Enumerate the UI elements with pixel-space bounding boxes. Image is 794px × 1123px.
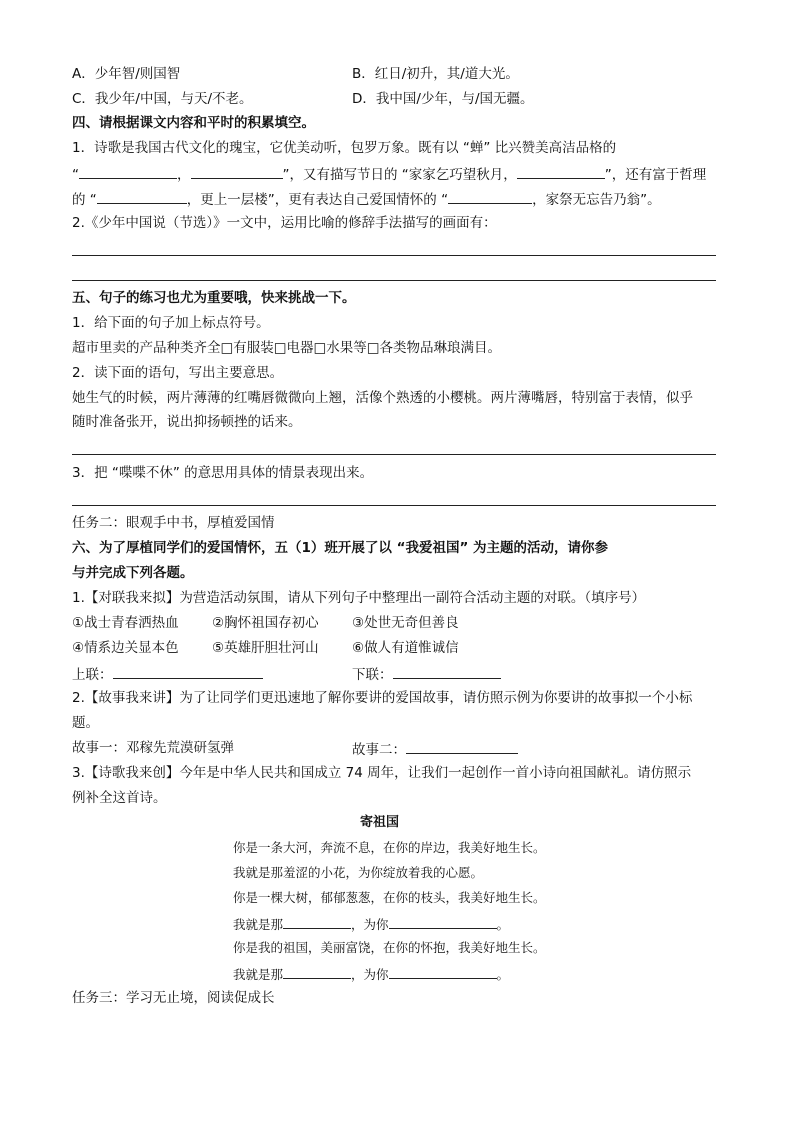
poem-line-5: 你是我的祖国，美丽富饶，在你的怀抱，我美好地生长。 xyxy=(233,940,546,955)
poem-line-4-a: 我就是那 xyxy=(233,917,284,932)
s5-q2: 2．读下面的语句，写出主要意思。 xyxy=(72,365,284,381)
s5-q2-text1: 她生气的时候，两片薄薄的红嘴唇微微向上翘，活像个熟透的小樱桃。两片薄嘴唇，特别富于表情，似乎 xyxy=(72,390,693,406)
answer-line[interactable] xyxy=(72,255,716,256)
answer-line[interactable] xyxy=(72,454,716,455)
blank-poem-1[interactable] xyxy=(79,164,177,179)
s4-q1-line3 xyxy=(72,189,661,209)
couplet-option-4: ④情系边关显本色 xyxy=(72,640,179,656)
poem-blank-3[interactable] xyxy=(283,964,351,979)
poem-blank-2[interactable] xyxy=(389,914,497,929)
s4-q1-p6: ，更上一层楼”，更有表达自己爱国情怀的 “ xyxy=(186,192,449,208)
section5-title: 五、句子的练习也尤为重要哦，快来挑战一下。 xyxy=(72,290,356,306)
s4-q2: 2.《少年中国说（节选）》一文中，运用比喻的修辞手法描写的画面有： xyxy=(72,215,497,231)
s6-q2-line2: 题。 xyxy=(72,715,99,731)
poem-blank-1[interactable] xyxy=(283,914,351,929)
story2-blank[interactable] xyxy=(406,739,518,754)
blank-poem-3[interactable] xyxy=(517,164,605,179)
s5-q1: 1．给下面的句子加上标点符号。 xyxy=(72,315,270,331)
s4-q1-p2: ， xyxy=(177,167,191,183)
s4-q1-p7: ，家祭无忘告乃翁”。 xyxy=(532,192,661,208)
s4-q1-p4: ”，还有富于哲理 xyxy=(604,167,707,183)
s5-q1-sentence: 超市里卖的产品种类齐全□有服装□电器□水果等□各类物品琳琅满目。 xyxy=(72,340,502,356)
poem-line-3: 你是一棵大树，郁郁葱葱，在你的枝头，我美好地生长。 xyxy=(233,890,546,905)
s5-q3: 3．把 “喋喋不休” 的意思用具体的情景表现出来。 xyxy=(72,465,374,481)
upper-couplet-row xyxy=(72,664,263,684)
section6-title-line2: 与并完成下列各题。 xyxy=(72,565,194,581)
upper-couplet-blank[interactable] xyxy=(113,664,263,679)
couplet-option-5: ⑤英雄肝胆壮河山 xyxy=(212,640,319,656)
poem-line-6-a: 我就是那 xyxy=(233,967,284,982)
option-c: C．我少年/中国，与天/不老。 xyxy=(72,91,253,107)
s6-q2-line1: 2.【故事我来讲】为了让同学们更迅速地了解你要讲的爱国故事，请仿照示例为你要讲的故事拟一个小标 xyxy=(72,690,693,706)
s6-q3-line1: 3.【诗歌我来创】今年是中华人民共和国成立 74 周年，让我们一起创作一首小诗向祖国献礼。请仿照示 xyxy=(72,765,692,781)
s6-q3-line2: 例补全这首诗。 xyxy=(72,790,167,806)
couplet-option-1: ①战士青春洒热血 xyxy=(72,615,179,631)
task2-heading: 任务二：眼观手中书，厚植爱国情 xyxy=(72,515,275,531)
upper-couplet-label: 上联： xyxy=(72,667,113,683)
poem-line-1: 你是一条大河，奔流不息，在你的岸边，我美好地生长。 xyxy=(233,840,546,855)
poem-line-4-c: 。 xyxy=(496,917,510,932)
task3-heading: 任务三：学习无止境，阅读促成长 xyxy=(72,990,275,1006)
blank-poem-5[interactable] xyxy=(448,189,532,204)
story2-label: 故事二： xyxy=(352,742,406,758)
lower-couplet-label: 下联： xyxy=(352,667,393,683)
poem-line-6-c: 。 xyxy=(496,967,510,982)
poem-title: 寄祖国 xyxy=(360,815,400,830)
story2-row xyxy=(352,739,518,759)
s6-q1: 1.【对联我来拟】为营造活动氛围，请从下列句子中整理出一副符合活动主题的对联。（填序号） xyxy=(72,590,646,606)
s5-q2-text2: 随时准备张开，说出抑扬顿挫的话来。 xyxy=(72,414,302,430)
s4-q1-p1: “ xyxy=(72,167,79,183)
answer-line[interactable] xyxy=(72,505,716,506)
couplet-option-2: ②胸怀祖国存初心 xyxy=(212,615,319,631)
s4-q1-p5: 的 “ xyxy=(72,192,97,208)
poem-line-4 xyxy=(233,914,509,934)
answer-line[interactable] xyxy=(72,280,716,281)
poem-line-6-b: ，为你 xyxy=(351,967,389,982)
blank-poem-2[interactable] xyxy=(191,164,283,179)
option-a: A．少年智/则国智 xyxy=(72,66,181,82)
couplet-option-3: ③处世无奇但善良 xyxy=(352,615,459,631)
s4-q1-p3: ”，又有描写节日的 “家家乞巧望秋月， xyxy=(282,167,517,183)
s4-q1-line1: 1．诗歌是我国古代文化的瑰宝，它优美动听，包罗万象。既有以 “蝉” 比兴赞美高洁品格的 xyxy=(72,140,617,156)
lower-couplet-row xyxy=(352,664,501,684)
poem-line-6 xyxy=(233,964,509,984)
story1: 故事一：邓稼先荒漠研氢弹 xyxy=(72,740,234,756)
option-d: D．我中国/少年，与/国无疆。 xyxy=(352,91,534,107)
lower-couplet-blank[interactable] xyxy=(393,664,501,679)
poem-blank-4[interactable] xyxy=(389,964,497,979)
option-b: B．红日/初升，其/道大光。 xyxy=(352,66,519,82)
section4-title: 四、请根据课文内容和平时的积累填空。 xyxy=(72,115,315,131)
couplet-option-6: ⑥做人有道惟诚信 xyxy=(352,640,459,656)
s4-q1-line2 xyxy=(72,164,706,184)
blank-poem-4[interactable] xyxy=(97,189,187,204)
poem-line-4-b: ，为你 xyxy=(351,917,389,932)
section6-title-line1: 六、为了厚植同学们的爱国情怀，五（1）班开展了以 “我爱祖国” 为主题的活动，请你参 xyxy=(72,540,609,556)
poem-line-2: 我就是那羞涩的小花，为你绽放着我的心愿。 xyxy=(233,865,484,880)
